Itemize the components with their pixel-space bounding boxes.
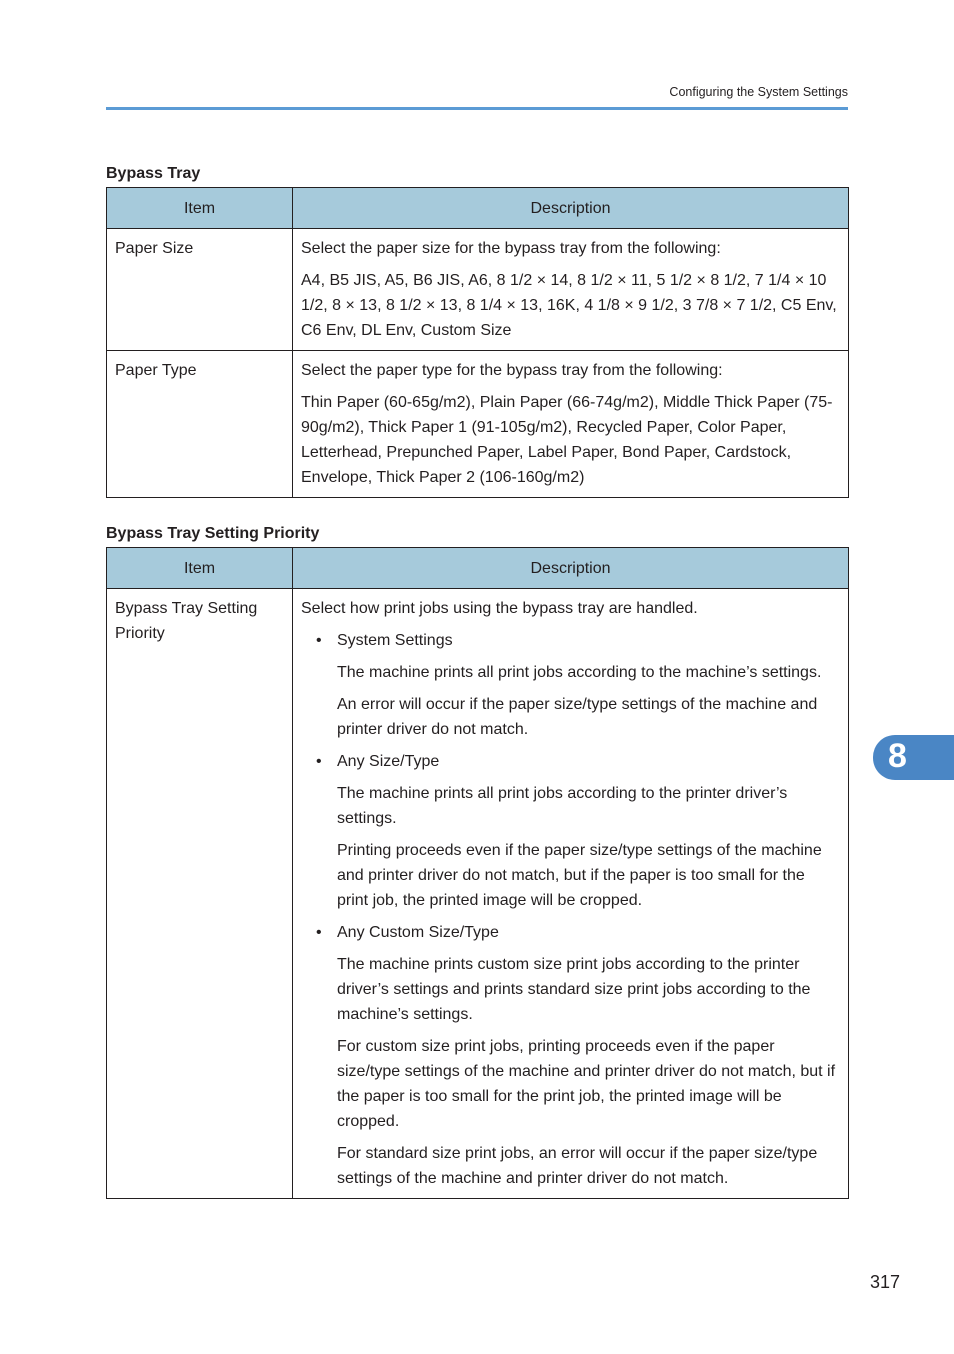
header-rule [106,107,848,110]
option-text: The machine prints all print jobs according to the printer driver’s settings. [337,785,788,827]
chapter-number: 8 [888,737,907,775]
option-text: An error will occur if the paper size/type settings of the machine and printer driver do not match. [337,696,818,738]
option-label: System Settings [337,632,453,649]
table-header-row [107,548,849,589]
description-text: Thin Paper (60-65g/m2), Plain Paper (66-74g/m2), Middle Thick Paper (75-90g/m2), Thick Paper 1 (91-105g/m2), Recycled Paper, Color Paper, Letterhead, Prepunched Paper, Label Paper, Bond Paper, Cardstock, Envelope, Thick Paper 2 (106-160g/m2) [301,394,833,486]
option-text: Printing proceeds even if the paper size/type settings of the machine and printer driver do not match, but if the paper is too small for the print job, the printed image will be cropped. [337,842,822,909]
column-header-item: Item [107,548,293,589]
bypass-tray-priority-title: Bypass Tray Setting Priority [106,525,320,542]
option-text: For standard size print jobs, an error will occur if the paper size/type settings of the machine and printer driver do not match. [337,1145,818,1187]
bypass-tray-title: Bypass Tray [106,165,201,182]
column-header-description: Description [293,548,849,589]
option-label: Any Custom Size/Type [337,924,499,941]
bypass-tray-table [106,187,849,498]
table-row [107,351,849,498]
option-label: Any Size/Type [337,753,440,770]
option-text: The machine prints custom size print jobs according to the printer driver’s settings and prints standard size print jobs according to the machine’s settings. [337,956,811,1023]
option-bullet [301,749,840,774]
item-cell: Bypass Tray Setting Priority [107,589,293,1199]
option-text: The machine prints all print jobs according to the machine’s settings. [337,664,822,681]
description-text: Select the paper type for the bypass tray from the following: [301,362,723,379]
option-bullet [301,628,840,653]
chapter-tab [873,735,954,780]
description-cell [293,589,849,1199]
running-header: Configuring the System Settings [669,85,848,99]
page-number: 317 [869,1272,900,1292]
bullet-icon: • [316,632,322,649]
description-cell [293,229,849,351]
description-cell [293,351,849,498]
description-text: Select the paper size for the bypass tray from the following: [301,240,721,257]
description-text: A4, B5 JIS, A5, B6 JIS, A6, 8 1/2 × 14, 8 1/2 × 11, 5 1/2 × 8 1/2, 7 1/4 × 10 1/2, 8 × 13, 8 1/2 × 13, 8 1/4 × 13, 16K, 4 1/8 × 9 1/2, 3 7/8 × 7 1/2, C5 Env, C6 Env, DL Env, Custom Size [301,272,837,339]
table-header-row [107,188,849,229]
item-cell: Paper Type [107,351,293,498]
description-text: Select how print jobs using the bypass tray are handled. [301,600,698,617]
bullet-icon: • [316,753,322,770]
option-bullet [301,920,840,945]
table-row [107,589,849,1199]
table-row [107,229,849,351]
item-cell: Paper Size [107,229,293,351]
bypass-tray-priority-table [106,547,849,1199]
column-header-item: Item [107,188,293,229]
column-header-description: Description [293,188,849,229]
bullet-icon: • [316,924,322,941]
option-text: For custom size print jobs, printing proceeds even if the paper size/type settings of the machine and printer driver do not match, but if the paper is too small for the print job, the printed image will be cropped. [337,1038,836,1130]
